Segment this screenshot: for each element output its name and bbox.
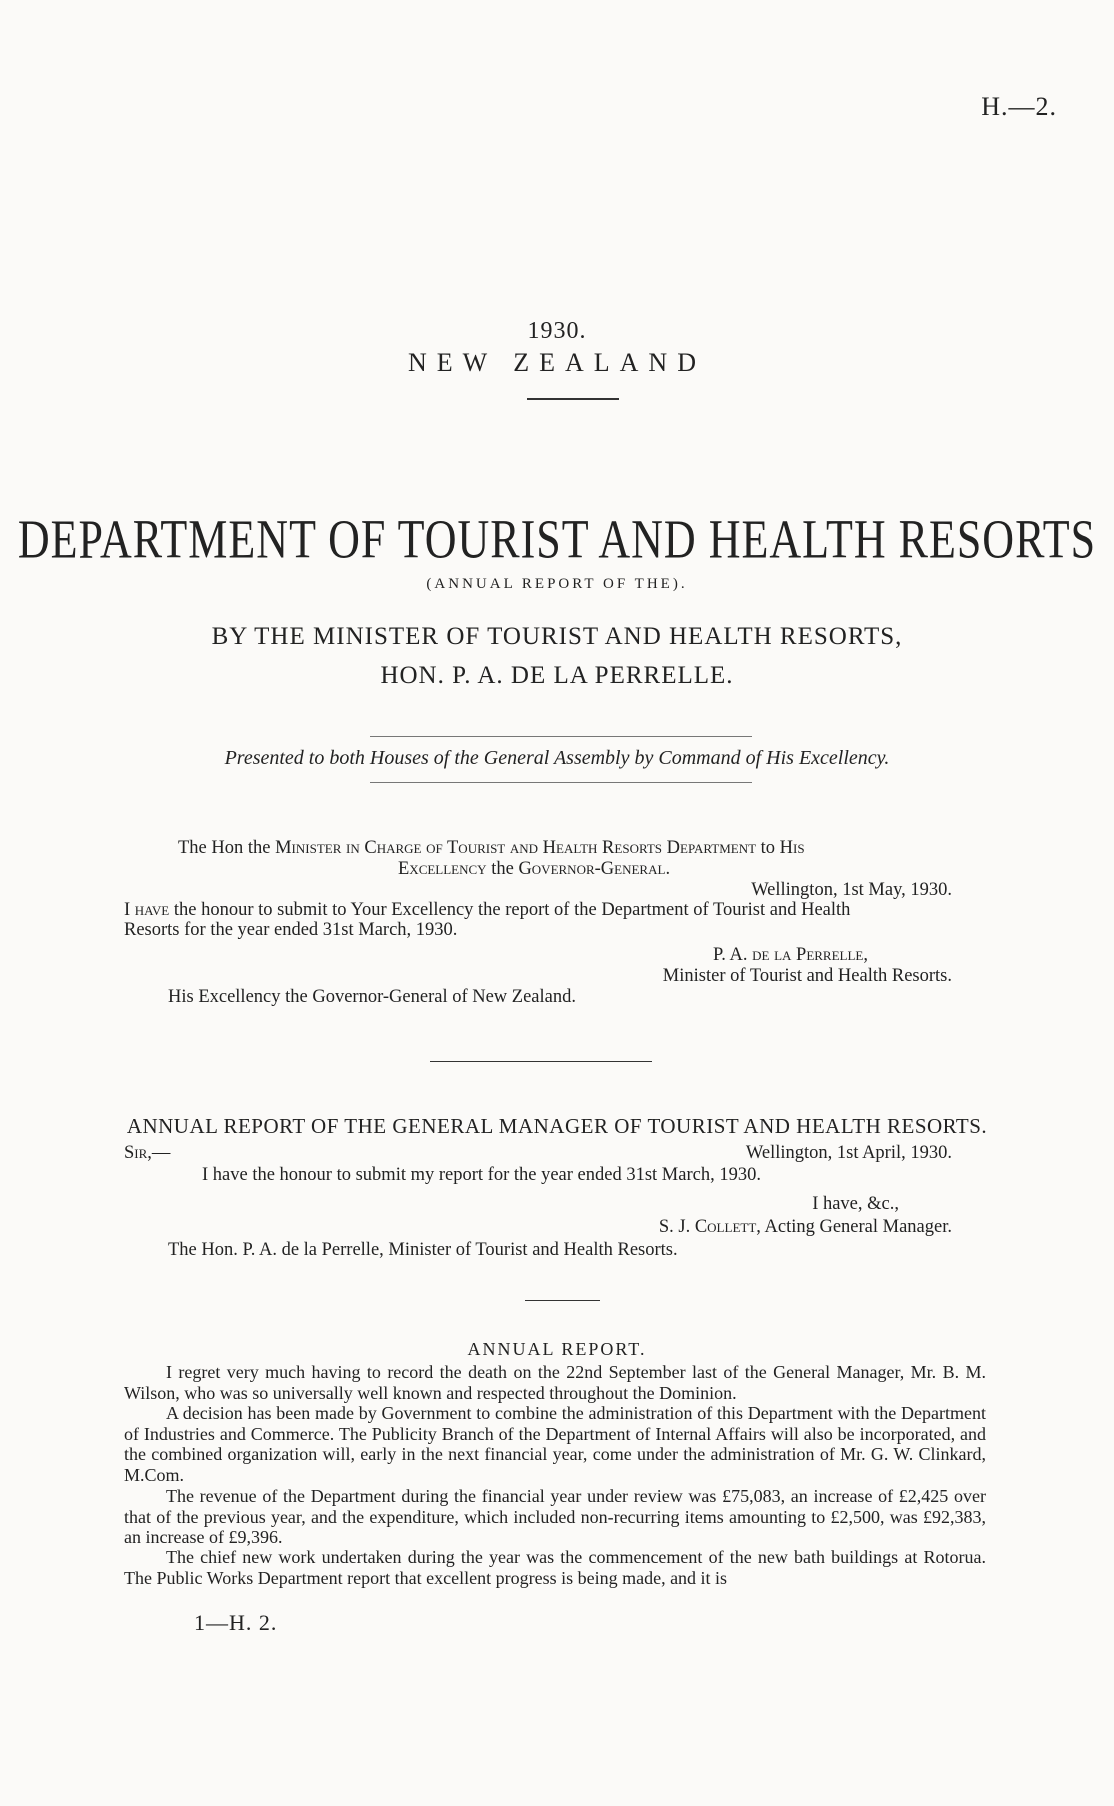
country-heading: NEW ZEALAND (408, 348, 706, 377)
divider-rule (370, 782, 752, 783)
letter-address-cont: Excellency the Governor-General. (398, 859, 671, 879)
presentation-note: Presented to both Houses of the General Assembly by Command of His Excellency. (224, 747, 890, 769)
letter-body: I have the honour to submit to Your Excellency the report of the Department of Tourist and Health (124, 900, 851, 920)
page-footer-reference: 1—H. 2. (194, 1610, 278, 1635)
document-reference: H.—2. (981, 92, 1057, 121)
report-signer: S. J. Collett, Acting General Manager. (658, 1217, 952, 1237)
annual-report-heading: ANNUAL REPORT. (467, 1339, 647, 1359)
divider-rule (527, 398, 619, 400)
divider-rule (370, 736, 752, 737)
department-title: DEPARTMENT OF TOURIST AND HEALTH RESORTS (17, 508, 1097, 571)
report-paragraph: The revenue of the Department during the financial year under review was £75,083, an increase of £2,425 over that of the previous year, and the expenditure, which included non-recurring items amounting to £2,500, was £92,383, an increase of £9,396. (124, 1486, 986, 1547)
letter-signer-title: Minister of Tourist and Health Resorts. (662, 966, 952, 986)
letter-address: The Hon the Minister in Charge of Tourist and Health Resorts Department to His (178, 838, 805, 858)
salutation: Sir,— (124, 1143, 171, 1163)
report-closing: I have, &c., (812, 1194, 899, 1214)
letter-place-date: Wellington, 1st May, 1930. (751, 880, 952, 900)
letter-body-cont: Resorts for the year ended 31st March, 1930. (124, 920, 458, 940)
document-year: 1930. (527, 318, 587, 344)
general-manager-report-title: ANNUAL REPORT OF THE GENERAL MANAGER OF TOURIST AND HEALTH RESORTS. (126, 1114, 988, 1138)
divider-rule (430, 1061, 652, 1062)
report-subtitle: (ANNUAL REPORT OF THE). (426, 576, 688, 592)
report-paragraph: The chief new work undertaken during the year was the commencement of the new bath buildings at Rotorua. The Public Works Department report that excellent progress is being made, and it is (124, 1547, 986, 1588)
report-paragraph: I regret very much having to record the death on the 22nd September last of the General Manager, Mr. B. M. Wilson, who was so universally well known and respected throughout the Dominion. (124, 1362, 986, 1403)
divider-rule (525, 1300, 600, 1301)
report-letter-body: I have the honour to submit my report for the year ended 31st March, 1930. (202, 1165, 761, 1185)
letter-recipient: His Excellency the Governor-General of New Zealand. (168, 987, 576, 1007)
report-paragraph: A decision has been made by Government to combine the administration of this Department with the Department of Industries and Commerce. The Publicity Branch of the Department of Internal Affairs will also be incorporated, and the combined organization will, early in the next financial year, come under the administration of Mr. G. W. Clinkard, M.Com. (124, 1403, 986, 1485)
by-minister-line: BY THE MINISTER OF TOURIST AND HEALTH RESORTS, (211, 623, 903, 650)
report-place-date: Wellington, 1st April, 1930. (745, 1143, 952, 1163)
minister-name-line: HON. P. A. DE LA PERRELLE. (380, 662, 734, 689)
letter-signer: P. A. de la Perrelle, (713, 945, 868, 965)
report-recipient: The Hon. P. A. de la Perrelle, Minister of Tourist and Health Resorts. (168, 1240, 678, 1260)
